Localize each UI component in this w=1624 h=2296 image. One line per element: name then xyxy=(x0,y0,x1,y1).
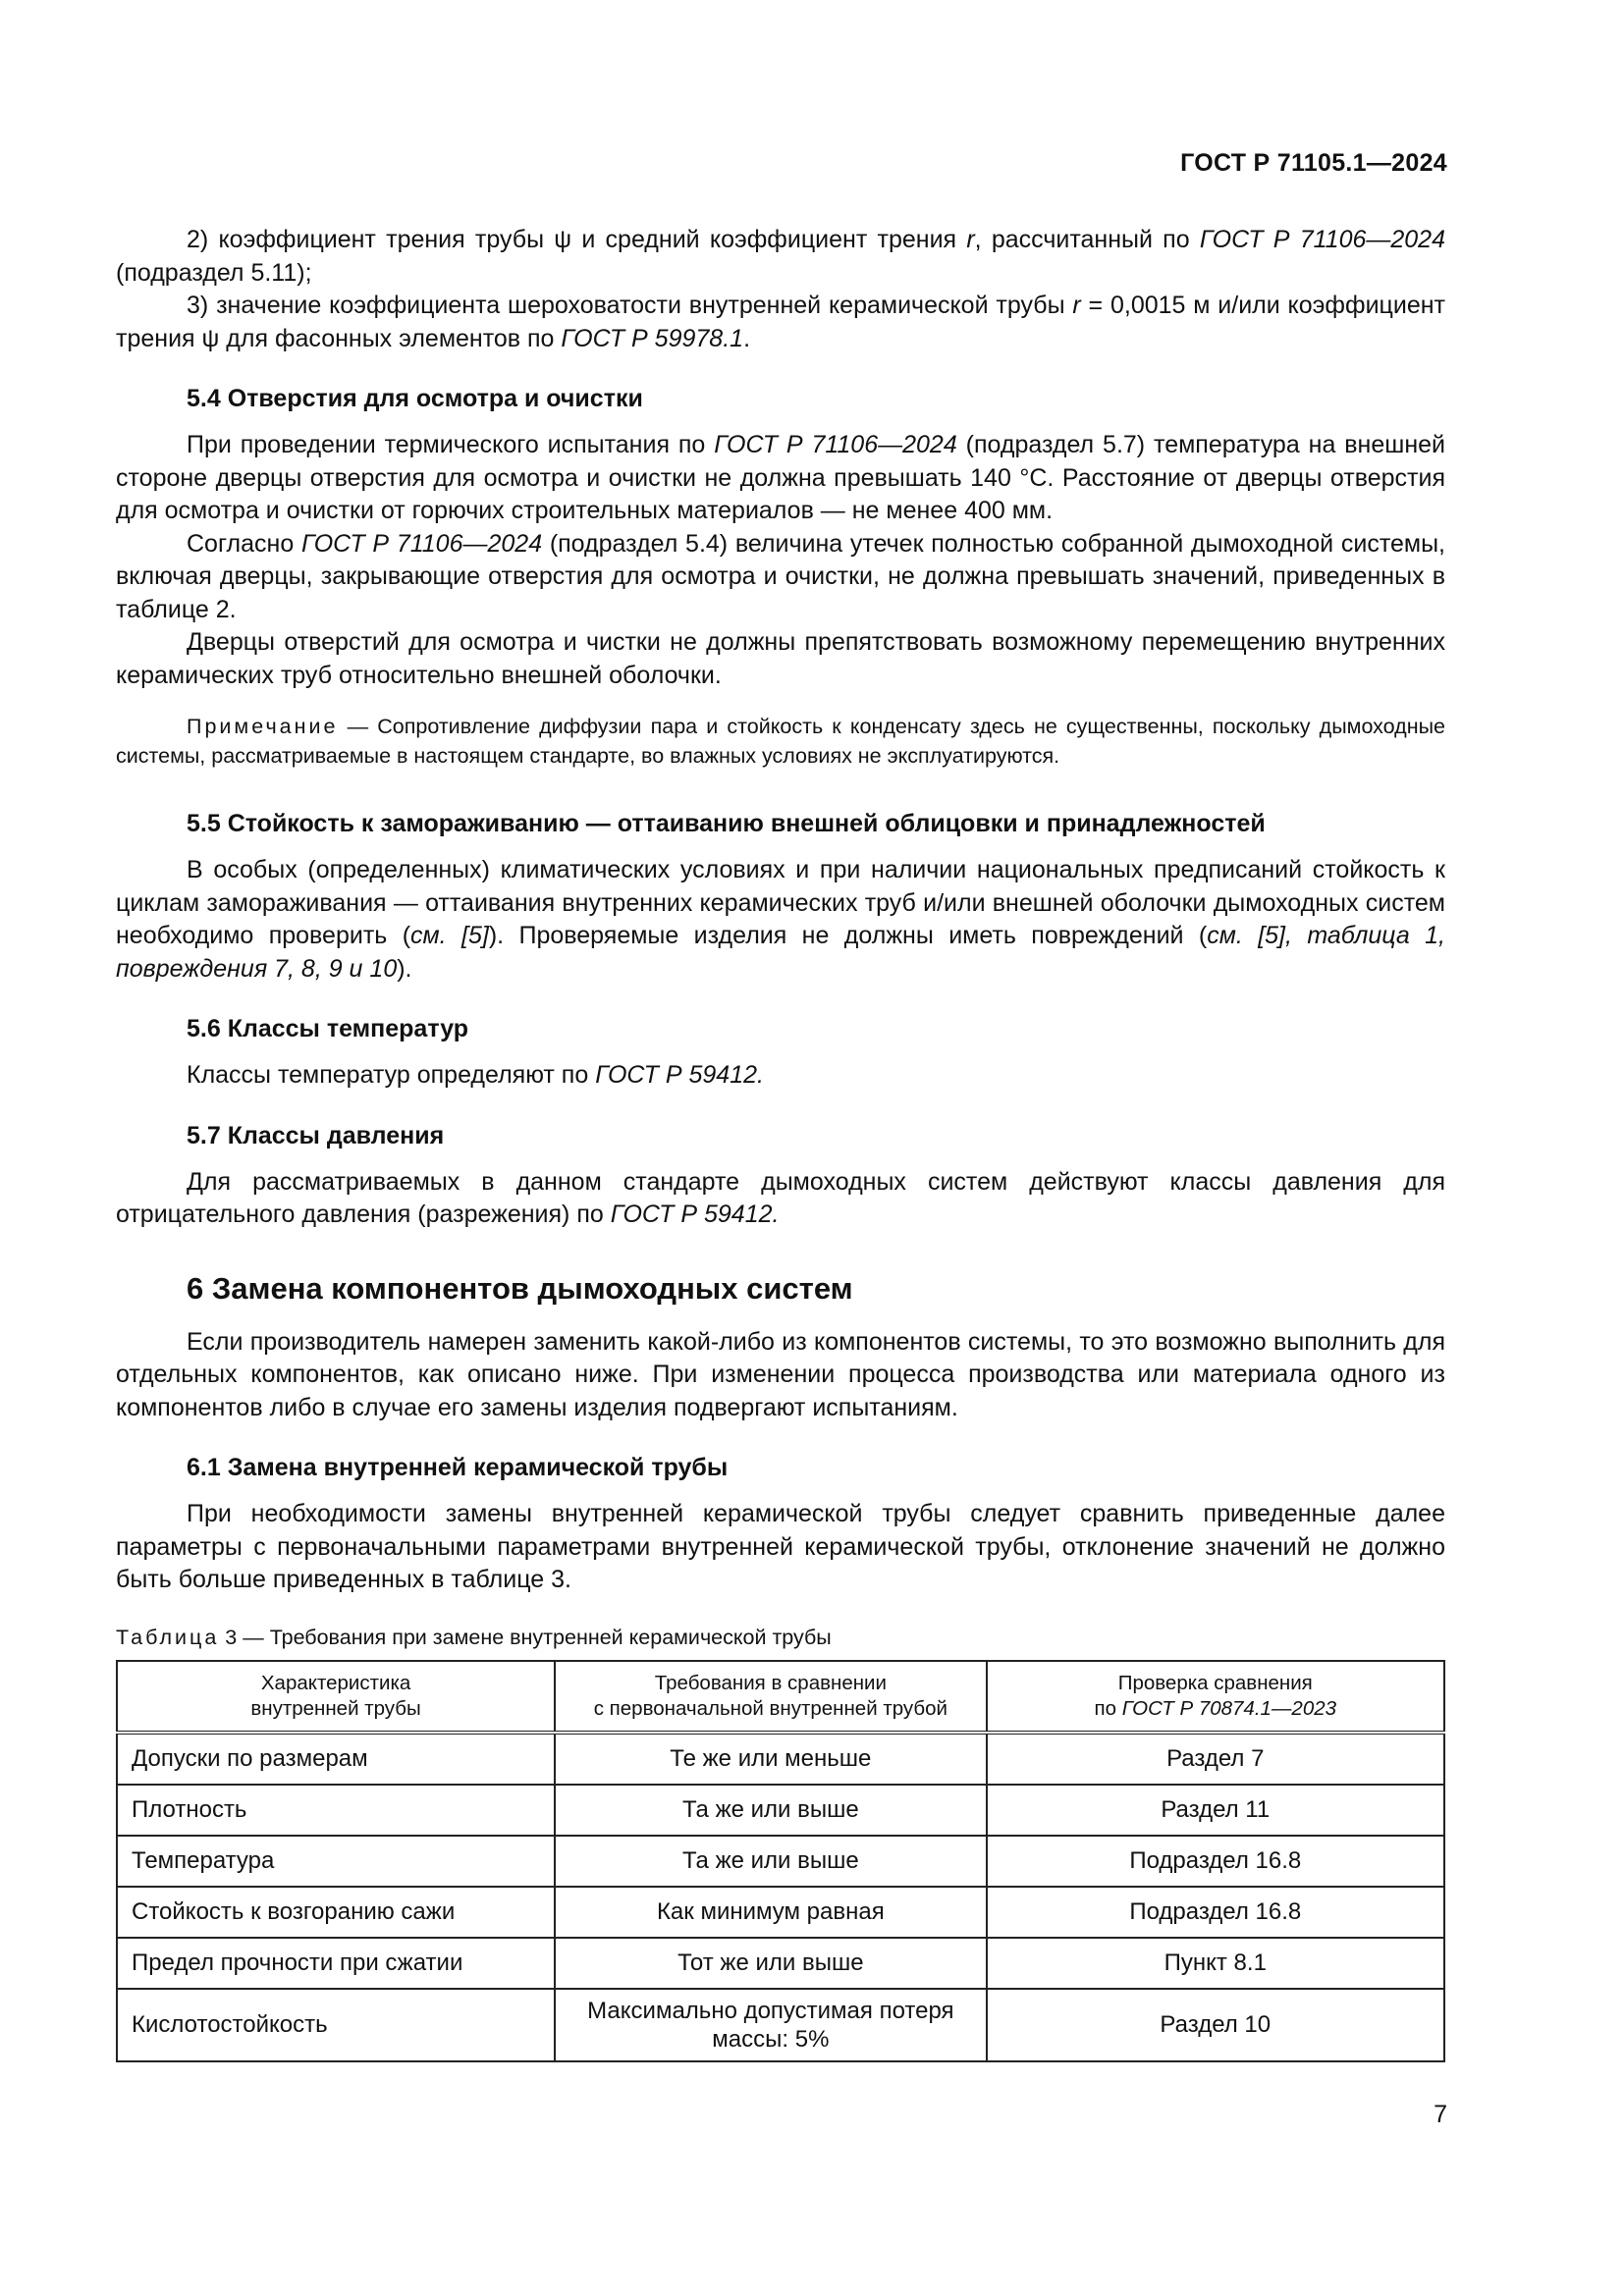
standard-ref: ГОСТ Р 59412. xyxy=(595,1061,764,1089)
text: , рассчитанный по xyxy=(974,226,1200,253)
cell-check: Раздел 7 xyxy=(987,1733,1444,1785)
paragraph xyxy=(116,854,1445,986)
cell-requirement: Как минимум равная xyxy=(555,1887,986,1938)
text: . xyxy=(743,324,751,352)
standard-ref: ГОСТ Р 59412. xyxy=(610,1201,780,1228)
text: Классы температур определяют по xyxy=(187,1061,596,1089)
table-row xyxy=(117,1938,1444,1989)
standard-ref: ГОСТ Р 71106—2024 xyxy=(300,529,543,558)
section-heading-5-6: 5.6 Классы температур xyxy=(187,1015,469,1042)
text: 3) значение коэффициента шероховатости внутренней керамической трубы xyxy=(187,292,1073,319)
header-requirement xyxy=(555,1661,986,1733)
table-row xyxy=(117,1989,1444,2061)
text: Согласно xyxy=(187,529,301,558)
standard-ref: ГОСТ Р 59978.1 xyxy=(561,324,744,352)
text: = 0,0015 м и/или коэффициент трения ψ для фасонных элементов по xyxy=(116,292,1445,352)
section-heading-6-1: 6.1 Замена внутренней керамической трубы xyxy=(187,1454,729,1481)
text: с первоначальной внутренней трубой xyxy=(593,1696,947,1720)
cell-characteristic: Допуски по размерам xyxy=(117,1733,555,1785)
document-code: ГОСТ Р 71105.1—2024 xyxy=(1180,149,1447,177)
reference: см. [5] xyxy=(410,922,489,949)
cell-characteristic: Кислотостойкость xyxy=(117,1989,555,2061)
paragraph: Если производитель намерен заменить какой-либо из компонентов системы, то это возможно выполнить для отдельных компонентов, как описано ниже. При изменении процесса производства или материала одного из компонентов либо в случае его замены изделия подвергают испытаниям. xyxy=(116,1327,1445,1421)
table-row xyxy=(117,1733,1444,1785)
text: Характеристика xyxy=(260,1671,411,1694)
text: 2) коэффициент трения трубы ψ и средний коэффициент трения xyxy=(187,226,967,253)
text: внутренней трубы xyxy=(250,1696,421,1720)
page-number: 7 xyxy=(1434,2101,1447,2128)
paragraph xyxy=(116,1166,1445,1232)
symbol: r xyxy=(1072,292,1081,319)
text: Проверка сравнения xyxy=(1117,1671,1313,1694)
cell-check: Подраздел 16.8 xyxy=(987,1887,1444,1938)
text: ). Проверяемые изделия не должны иметь повреждений ( xyxy=(488,922,1208,949)
cell-requirement: Та же или выше xyxy=(555,1836,986,1887)
table-row xyxy=(117,1836,1444,1887)
table-caption xyxy=(116,1623,1445,1652)
table-caption-text: 3 — Требования при замене внутренней керамической трубы xyxy=(219,1625,832,1649)
text: При проведении термического испытания по xyxy=(187,431,715,458)
cell-check: Пункт 8.1 xyxy=(987,1938,1444,1989)
standard-ref: ГОСТ Р 71106—2024 xyxy=(714,431,957,458)
table-header-row xyxy=(117,1661,1444,1733)
text: по xyxy=(1094,1696,1122,1720)
standard-ref: ГОСТ Р 70874.1—2023 xyxy=(1121,1696,1337,1720)
note-text: — Сопротивление диффузии пара и стойкость к конденсату здесь не существенны, поскольку дымоходные системы, рассматриваемые в настоящем стандарте, во влажных условиях не эксплуатируются. xyxy=(116,715,1445,768)
paragraph xyxy=(116,429,1445,528)
cell-requirement: Тот же или выше xyxy=(555,1938,986,1989)
section-heading-6: 6 Замена компонентов дымоходных систем xyxy=(187,1270,853,1306)
section-heading-5-4: 5.4 Отверстия для осмотра и очистки xyxy=(187,385,643,412)
list-item-2 xyxy=(116,224,1445,290)
cell-characteristic: Плотность xyxy=(117,1785,555,1836)
paragraph: Дверцы отверстий для осмотра и чистки не должны препятствовать возможному перемещению внутренних керамических труб относительно внешней оболочки. xyxy=(116,628,1445,689)
cell-requirement: Те же или меньше xyxy=(555,1733,986,1785)
note-label: Примечание xyxy=(187,715,339,738)
standard-ref: ГОСТ Р 71106—2024 xyxy=(1199,226,1445,253)
header-check xyxy=(987,1661,1444,1733)
text: В особых (определенных) климатических условиях и при наличии национальных предписаний стойкость к циклам замораживания — оттаивания внутренних керамических труб и/или внешней оболочки дымоходных систем необходимо проверить ( xyxy=(116,856,1445,949)
cell-requirement: Та же или выше xyxy=(555,1785,986,1836)
cell-check: Раздел 10 xyxy=(987,1989,1444,2061)
text: (подраздел 5.4) величина утечек полностью собранной дымоходной системы, включая дверцы, закрывающие отверстия для осмотра и очистки, не должна превышать значений, приведенных в таблице 2. xyxy=(116,529,1445,623)
symbol: r xyxy=(966,226,975,253)
text: массы: 5% xyxy=(712,2025,830,2053)
text: (подраздел 5.7) температура на внешней стороне дверцы отверстия для осмотра и очистки не должна превышать 140 °С. Расстояние от дверцы отверстия для осмотра и очистки от горючих строительных материалов — не менее 400 мм. xyxy=(116,431,1445,524)
cell-characteristic: Предел прочности при сжатии xyxy=(117,1938,555,1989)
page-content xyxy=(116,224,1445,2062)
reference: см. [5], таблица 1, повреждения 7, 8, 9 и 10 xyxy=(116,922,1446,983)
cell-check: Раздел 11 xyxy=(987,1785,1444,1836)
cell-check: Подраздел 16.8 xyxy=(987,1836,1444,1887)
table-row xyxy=(117,1887,1444,1938)
text: Требования в сравнении xyxy=(654,1671,887,1694)
text: (подраздел 5.11); xyxy=(116,258,312,287)
cell-characteristic: Температура xyxy=(117,1836,555,1887)
list-item-3 xyxy=(116,290,1445,355)
paragraph: При необходимости замены внутренней керамической трубы следует сравнить приведенные далее параметры с первоначальными параметрами внутренней керамической трубы, отклонение значений не должно быть больше приведенных в таблице 3. xyxy=(116,1500,1445,1593)
cell-characteristic: Стойкость к возгоранию сажи xyxy=(117,1887,555,1938)
text: Для рассматриваемых в данном стандарте дымоходных систем действуют классы давления для отрицательного давления (разрежения) по xyxy=(116,1167,1445,1228)
note xyxy=(116,712,1445,771)
cell-requirement xyxy=(555,1989,986,2061)
section-heading-5-7: 5.7 Классы давления xyxy=(187,1121,445,1149)
paragraph xyxy=(116,1059,1445,1093)
text: Максимально допустимая потеря xyxy=(587,1997,954,2024)
table-row xyxy=(117,1785,1444,1836)
text: ). xyxy=(397,954,412,983)
section-heading-5-5: 5.5 Стойкость к замораживанию — оттаиванию внешней облицовки и принадлежностей xyxy=(187,810,1266,837)
requirements-table xyxy=(116,1660,1445,2062)
header-characteristic xyxy=(117,1661,555,1733)
table-caption-label: Таблица xyxy=(116,1625,220,1649)
paragraph xyxy=(116,528,1445,627)
